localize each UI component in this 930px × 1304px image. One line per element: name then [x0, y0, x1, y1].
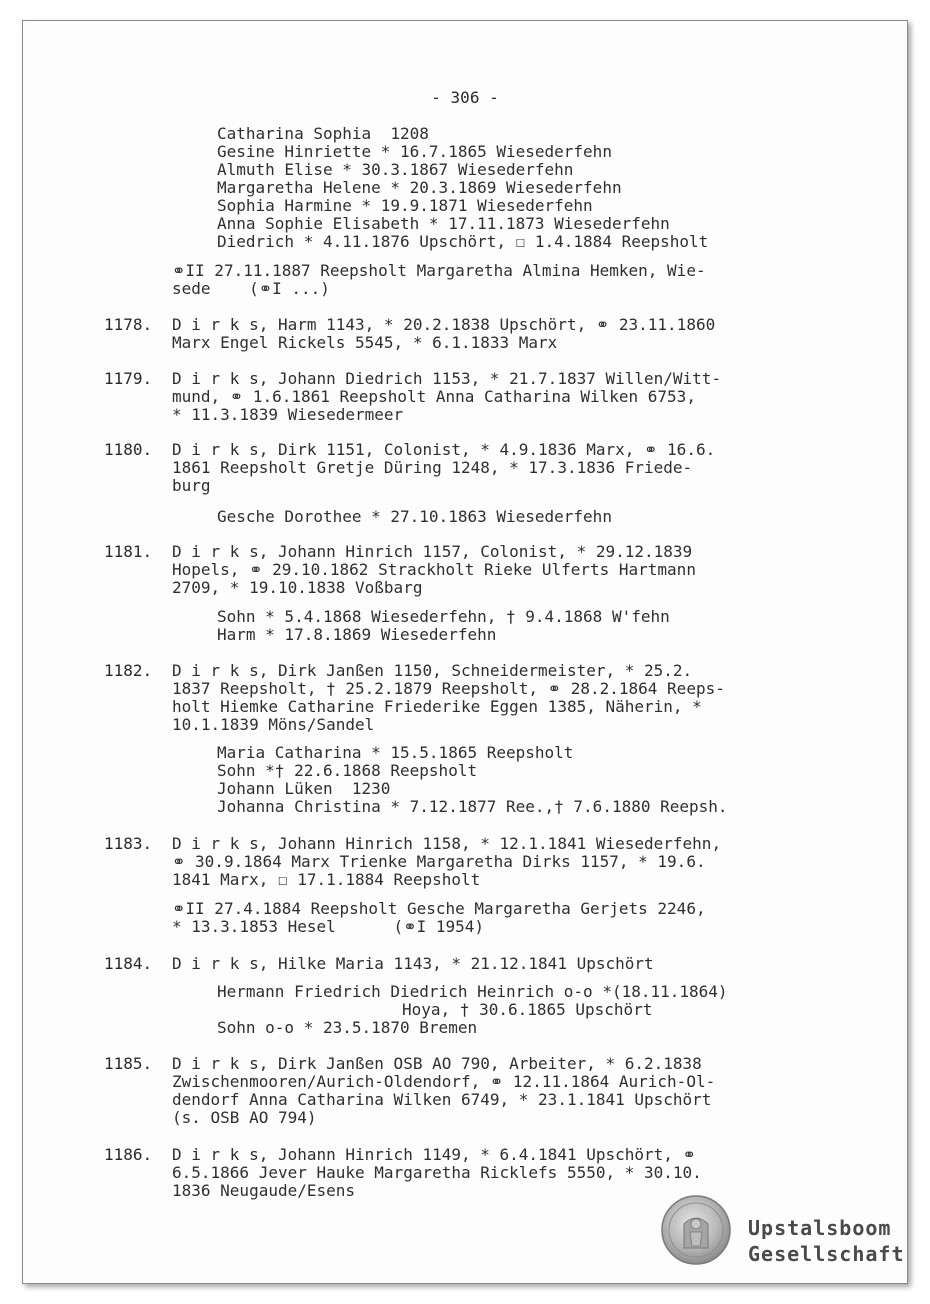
second-marriage-line: ⚭II 27.11.1887 Reepsholt Margaretha Almina Hemken, Wie- — [172, 261, 706, 280]
entry-line: Marx Engel Rickels 5545, * 6.1.1833 Marx — [172, 333, 558, 352]
child-line: Almuth Elise * 30.3.1867 Wiesederfehn — [217, 160, 574, 179]
child-line: Hermann Friedrich Diedrich Heinrich o-o *(18.11.1864) — [217, 982, 728, 1001]
page-number: - 306 - — [431, 88, 499, 107]
entry-line: 1841 Marx, ☐ 17.1.1884 Reepsholt — [172, 870, 481, 889]
child-line: Sohn *† 22.6.1868 Reepsholt — [217, 761, 478, 780]
brand-name-line1: Upstalsboom — [748, 1216, 892, 1240]
entry-line: D i r k s, Dirk 1151, Colonist, * 4.9.1836 Marx, ⚭ 16.6. — [172, 440, 716, 459]
entry-line: * 11.3.1839 Wiesedermeer — [172, 405, 404, 424]
entry-number: 1183. — [104, 834, 153, 853]
upstalsboom-seal-icon — [660, 1194, 732, 1266]
entry-line: D i r k s, Johann Hinrich 1149, * 6.4.1841 Upschört, ⚭ — [172, 1145, 696, 1164]
entry-line: holt Hiemke Catharine Friederike Eggen 1385, Näherin, * — [172, 697, 702, 716]
child-line: Hoya, † 30.6.1865 Upschört — [402, 1000, 653, 1019]
entry-line: D i r k s, Harm 1143, * 20.2.1838 Upschört, ⚭ 23.11.1860 — [172, 315, 716, 334]
entry-line: D i r k s, Johann Diedrich 1153, * 21.7.1837 Willen/Witt- — [172, 369, 722, 388]
entry-line: 1837 Reepsholt, † 25.2.1879 Reepsholt, ⚭ 28.2.1864 Reeps- — [172, 679, 725, 698]
entry-line: mund, ⚭ 1.6.1861 Reepsholt Anna Catharina Wilken 6753, — [172, 387, 696, 406]
entry-line: Zwischenmooren/Aurich-Oldendorf, ⚭ 12.11.1864 Aurich-Ol- — [172, 1072, 716, 1091]
second-marriage-line: sede (⚭I ...) — [172, 279, 330, 298]
entry-line: D i r k s, Hilke Maria 1143, * 21.12.1841 Upschört — [172, 954, 654, 973]
child-line: Sohn o-o * 23.5.1870 Bremen — [217, 1018, 478, 1037]
child-line: Johann Lüken 1230 — [217, 779, 391, 798]
entry-number: 1186. — [104, 1145, 153, 1164]
entry-line: 2709, * 19.10.1838 Voßbarg — [172, 578, 423, 597]
entry-line: 6.5.1866 Jever Hauke Margaretha Ricklefs 5550, * 30.10. — [172, 1163, 702, 1182]
child-line: Margaretha Helene * 20.3.1869 Wiesederfehn — [217, 178, 622, 197]
entry-number: 1179. — [104, 369, 153, 388]
entry-line: 1836 Neugaude/Esens — [172, 1181, 356, 1200]
child-line: Johanna Christina * 7.12.1877 Ree.,† 7.6.1880 Reepsh. — [217, 797, 728, 816]
entry-number: 1181. — [104, 542, 153, 561]
child-line: Harm * 17.8.1869 Wiesederfehn — [217, 625, 497, 644]
entry-line: Hopels, ⚭ 29.10.1862 Strackholt Rieke Ulferts Hartmann — [172, 560, 696, 579]
entry-line: D i r k s, Dirk Janßen OSB AO 790, Arbeiter, * 6.2.1838 — [172, 1054, 702, 1073]
entry-number: 1185. — [104, 1054, 153, 1073]
entry-line: 1861 Reepsholt Gretje Düring 1248, * 17.3.1836 Friede- — [172, 458, 693, 477]
entry-line: 10.1.1839 Möns/Sandel — [172, 715, 375, 734]
child-line: Diedrich * 4.11.1876 Upschört, ☐ 1.4.1884 Reepsholt — [217, 232, 709, 251]
entry-number: 1178. — [104, 315, 153, 334]
second-marriage-line: ⚭II 27.4.1884 Reepsholt Gesche Margaretha Gerjets 2246, — [172, 899, 706, 918]
child-line: Anna Sophie Elisabeth * 17.11.1873 Wiesederfehn — [217, 214, 670, 233]
child-line: Catharina Sophia 1208 — [217, 124, 429, 143]
entry-number: 1180. — [104, 440, 153, 459]
second-marriage-line: * 13.3.1853 Hesel (⚭I 1954) — [172, 917, 485, 936]
child-line: Gesche Dorothee * 27.10.1863 Wiesederfehn — [217, 507, 612, 526]
entry-line: ⚭ 30.9.1864 Marx Trienke Margaretha Dirks 1157, * 19.6. — [172, 852, 706, 871]
child-line: Maria Catharina * 15.5.1865 Reepsholt — [217, 743, 574, 762]
child-line: Sophia Harmine * 19.9.1871 Wiesederfehn — [217, 196, 593, 215]
entry-number: 1182. — [104, 661, 153, 680]
entry-line: dendorf Anna Catharina Wilken 6749, * 23.1.1841 Upschört — [172, 1090, 712, 1109]
entry-line: (s. OSB AO 794) — [172, 1108, 317, 1127]
child-line: Gesine Hinriette * 16.7.1865 Wiesederfehn — [217, 142, 612, 161]
entry-line: D i r k s, Johann Hinrich 1158, * 12.1.1841 Wiesederfehn, — [172, 834, 722, 853]
entry-line: burg — [172, 476, 211, 495]
brand-name-line2: Gesellschaft — [748, 1242, 905, 1266]
entry-number: 1184. — [104, 954, 153, 973]
entry-line: D i r k s, Dirk Janßen 1150, Schneidermeister, * 25.2. — [172, 661, 693, 680]
entry-line: D i r k s, Johann Hinrich 1157, Colonist, * 29.12.1839 — [172, 542, 693, 561]
child-line: Sohn * 5.4.1868 Wiesederfehn, † 9.4.1868 W'fehn — [217, 607, 670, 626]
